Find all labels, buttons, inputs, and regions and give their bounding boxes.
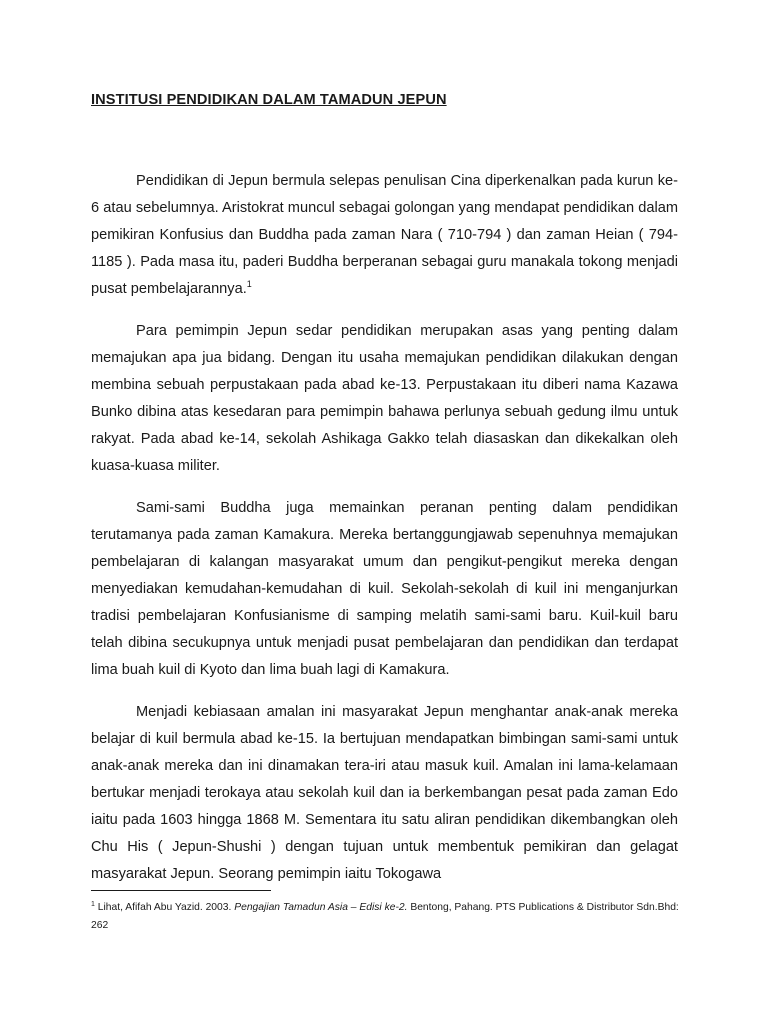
paragraph-4: Menjadi kebiasaan amalan ini masyarakat Jepun menghantar anak-anak mereka belajar di kuil bermula abad ke-15. Ia bertujuan mendapatkan bimbingan sami-sami untuk anak-anak mereka dan ini dinamakan tera-iri atau masuk kuil. Amalan ini lama-kelamaan bertukar menjadi terokaya atau sekolah kuil dan ia berkembangan pesat pada zaman Edo iaitu pada 1603 hingga 1868 M. Sementara itu satu aliran pendidikan dikembangkan oleh Chu His ( Jepun-Shushi ) dengan tujuan untuk membentuk pemikiran dan gelagat masyarakat Jepun. Seorang pemimpin iaitu Tokogawa [91,704,678,882]
document-body [91,168,678,903]
page-title: INSTITUSI PENDIDIKAN DALAM TAMADUN JEPUN [91,92,447,108]
footnote-number: 1 [91,901,95,908]
footnote-marker: 1 [246,279,252,289]
footnote-book-title: Pengajian Tamadun Asia – Edisi ke-2. [234,902,408,913]
footnote [91,899,681,935]
footnote-prefix: Lihat, Afifah Abu Yazid. 2003. [94,902,235,913]
paragraph-1-text: Pendidikan di Jepun bermula selepas penulisan Cina diperkenalkan pada kurun ke-6 atau sebelumnya. Aristokrat muncul sebagai golongan yang mendapat pendidikan dalam pemikiran Konfusius dan Buddha pada zaman Nara ( 710-794 ) dan zaman Heian ( 794-1185 ). Pada masa itu, paderi Buddha berperanan sebagai guru manakala tokong menjadi pusat pembelajarannya. [91,173,678,297]
paragraph-3: Sami-sami Buddha juga memainkan peranan penting dalam pendidikan terutamanya pada zaman Kamakura. Mereka bertanggungjawab sepenuhnya memajukan pembelajaran di kalangan masyarakat umum dan pengikut-pengikut mereka dengan menyediakan kemudahan-kemudahan di kuil. Sekolah-sekolah di kuil ini menganjurkan tradisi pembelajaran Konfusianisme di samping melatih sami-sami baru. Kuil-kuil baru telah dibina secukupnya untuk menjadi pusat pembelajaran dan pendidikan dan terdapat lima buah kuil di Kyoto dan lima buah lagi di Kamakura. [91,500,678,678]
footnote-suffix: Bentong, Pahang. PTS Publications & Distributor Sdn.Bhd: 262 [91,902,679,931]
paragraph-1 [91,168,678,303]
footnote-divider [91,890,271,891]
paragraph-2: Para pemimpin Jepun sedar pendidikan merupakan asas yang penting dalam memajukan apa jua bidang. Dengan itu usaha memajukan pendidikan dilakukan dengan membina sebuah perpustakaan pada abad ke-13. Perpustakaan itu diberi nama Kazawa Bunko dibina atas kesedaran para pemimpin bahawa perlunya sebuah gedung ilmu untuk rakyat. Pada abad ke-14, sekolah Ashikaga Gakko telah diasaskan dan dikekalkan oleh kuasa-kuasa militer. [91,323,678,474]
